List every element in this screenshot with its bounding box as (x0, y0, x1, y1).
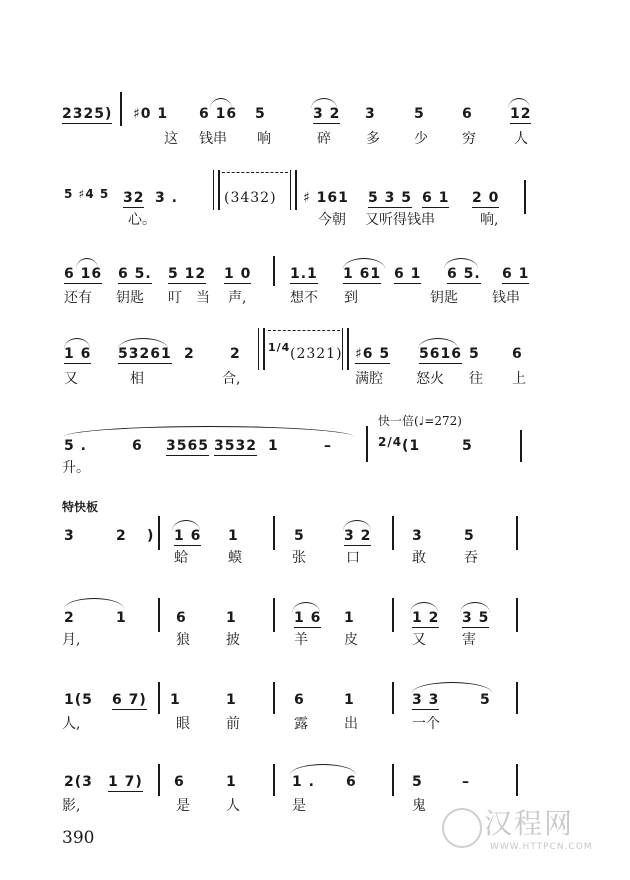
lyric: 升。 (62, 460, 90, 476)
score-system-7 (0, 604, 630, 674)
note-group: 6 1 (422, 190, 450, 206)
lyric: 蟆 (228, 550, 242, 566)
score-system-2 (0, 180, 630, 250)
lyric: 声, (228, 290, 247, 306)
lyric: 合, (222, 371, 241, 387)
time-signature: 1/4 (268, 341, 291, 354)
lyric: 碎 (317, 131, 331, 147)
lyric: 满腔 (355, 371, 383, 387)
lyric: 这 (164, 131, 178, 147)
note-group: (2321) (290, 346, 343, 362)
note-group: 3 2 (344, 528, 372, 544)
note-group: 5 (412, 774, 423, 790)
watermark-url: WWW.HTTPCN.COM (490, 842, 593, 852)
note-group: 32 (123, 190, 145, 206)
note-group: 6 (174, 774, 185, 790)
barline (516, 764, 518, 796)
note-group: 5 (464, 528, 475, 544)
lyric: 月, (62, 632, 81, 648)
lyric: 敢 (412, 550, 426, 566)
barline (273, 598, 275, 632)
note-group: 6 (176, 610, 187, 626)
lyric: 叮 (168, 290, 182, 306)
note-group: 1 6 (64, 346, 92, 362)
note-group: 6 (512, 346, 523, 362)
note-group: 2 (64, 610, 75, 626)
note-group: 6 1 (394, 266, 422, 282)
note-group: 1 . (292, 774, 315, 790)
note-group: 3 (365, 106, 376, 122)
note-group: 1 (226, 610, 237, 626)
score-system-1 (0, 100, 630, 170)
lyric: 蛤 (174, 550, 188, 566)
note-group: 6 (346, 774, 357, 790)
note-group: 3 5 (462, 610, 490, 626)
lyric: 眼 (176, 716, 190, 732)
note-group: ♯6 5 (355, 346, 391, 362)
lyric: 往 (469, 371, 483, 387)
barline (273, 256, 275, 286)
barline (366, 426, 368, 462)
tempo-marking: 快一倍(♩=272) (378, 414, 462, 428)
repeat-start-barline (258, 328, 265, 370)
note-group: 2 0 (472, 190, 500, 206)
note-group: 3 2 (313, 106, 341, 122)
note-group: ) (147, 528, 155, 544)
barline (520, 430, 522, 462)
note-group: 3 . (155, 190, 178, 206)
score-system-6 (0, 522, 630, 592)
lyric: 又 (412, 632, 426, 648)
note-group: (3432) (224, 190, 277, 206)
note-group: 1 7) (108, 774, 143, 790)
score-system-4 (0, 340, 630, 410)
lyric: 响, (480, 212, 499, 228)
lyric: 一个 (412, 716, 440, 732)
lyric: 怒火 (416, 371, 444, 387)
watermark-site-name: 汉程网 (484, 807, 575, 840)
note-group: 5 (480, 692, 491, 708)
note-group: 5 (414, 106, 425, 122)
score-system-8 (0, 688, 630, 758)
note-group: 6 (462, 106, 473, 122)
note-group: 6 7) (112, 692, 147, 708)
time-signature: 2/4 (378, 435, 403, 449)
note-group: 5 ♯4 5 (64, 187, 110, 201)
lyric: 狼 (176, 632, 190, 648)
score-system-3 (0, 260, 630, 330)
lyric: 害 (462, 632, 476, 648)
lyric: 到 (344, 290, 358, 306)
lyric: 人, (62, 716, 81, 732)
barline (392, 598, 394, 632)
note-group: 3532 (214, 438, 257, 454)
lyric: 今朝 (318, 212, 346, 228)
note-group: 1 6 (294, 610, 322, 626)
note-group: 5 12 (168, 266, 207, 282)
note-group: 2 (184, 346, 195, 362)
note-group: – (462, 774, 470, 790)
lyric: 响 (257, 131, 271, 147)
lyric: 钥匙 (116, 290, 144, 306)
lyric: 穷 (462, 131, 476, 147)
barline (516, 598, 518, 632)
lyric: 人 (226, 798, 240, 814)
lyric: 钱串 (492, 290, 520, 306)
lyric: 口 (346, 550, 360, 566)
lyric: 影, (62, 798, 81, 814)
note-group: 1.1 (290, 266, 318, 282)
note-group: 6 5. (118, 266, 152, 282)
lyric: 相 (130, 371, 144, 387)
note-group: 6 5. (447, 266, 481, 282)
lyric: 想不 (290, 290, 318, 306)
note-group: 6 (294, 692, 305, 708)
lyric: 露 (294, 716, 308, 732)
section-heading: 特快板 (62, 500, 99, 514)
lyric: 吞 (464, 550, 478, 566)
note-group: 5 (255, 106, 266, 122)
lyric: 是 (292, 798, 306, 814)
lyric: 心。 (128, 212, 156, 228)
barline (273, 682, 275, 714)
note-group: 6 1 (502, 266, 530, 282)
score-system-5 (0, 432, 630, 502)
repeat-end-barline (290, 170, 297, 210)
note-group: 1 (116, 610, 127, 626)
note-group: 2(3 (64, 774, 93, 790)
page-number: 390 (62, 828, 95, 848)
note-group: 2 (116, 528, 127, 544)
lyric: 皮 (344, 632, 358, 648)
note-group: ♯0 1 (133, 106, 169, 122)
note-group: 6 16 (64, 266, 103, 282)
note-group: 5 (469, 346, 480, 362)
watermark-logo-icon (442, 808, 482, 848)
note-group: 1 (268, 438, 279, 454)
note-group: 2325) (62, 106, 113, 122)
barline (273, 764, 275, 796)
note-group: 1 61 (343, 266, 382, 282)
barline (516, 516, 518, 550)
barline (120, 92, 122, 126)
note-group: – (324, 438, 332, 454)
watermark (440, 802, 620, 862)
note-group: 5616 (419, 346, 462, 362)
note-group: 1(5 (64, 692, 93, 708)
note-group: (1 (402, 438, 421, 454)
lyric: 钥匙 (430, 290, 458, 306)
note-group: 1 (344, 692, 355, 708)
lyric: 披 (226, 632, 240, 648)
lyric: 多 (366, 131, 380, 147)
lyric: 又听得钱串 (365, 212, 435, 228)
barline (158, 516, 160, 550)
barline (524, 180, 526, 214)
note-group: 3 (412, 528, 423, 544)
repeat-start-barline (213, 170, 220, 210)
lyric: 羊 (294, 632, 308, 648)
lyric: 是 (176, 798, 190, 814)
note-group: 1 0 (224, 266, 252, 282)
barline (392, 682, 394, 714)
lyric: 鬼 (412, 798, 426, 814)
note-group: 3565 (166, 438, 209, 454)
note-group: 5 3 5 (368, 190, 412, 206)
repeat-bracket (268, 330, 340, 331)
note-group: 1 (226, 692, 237, 708)
lyric: 出 (344, 716, 358, 732)
barline (158, 598, 160, 632)
note-group: 3 (64, 528, 75, 544)
lyric: 钱串 (199, 131, 227, 147)
note-group: 12 (510, 106, 532, 122)
slur (64, 426, 354, 437)
lyric: 上 (512, 371, 526, 387)
lyric: 少 (414, 131, 428, 147)
barline (392, 764, 394, 796)
note-group: 53261 (118, 346, 172, 362)
barline (392, 516, 394, 550)
note-group: 6 16 (199, 106, 238, 122)
note-group: 5 (294, 528, 305, 544)
note-group: 5 (462, 438, 473, 454)
note-group: 5 . (64, 438, 87, 454)
repeat-bracket (222, 172, 288, 173)
note-group: 1 (170, 692, 181, 708)
barline (158, 682, 160, 714)
note-group: 1 6 (174, 528, 202, 544)
note-group: 1 (228, 528, 239, 544)
lyric: 还有 (64, 290, 92, 306)
lyric: 又 (64, 371, 78, 387)
note-group: 3 3 (412, 692, 440, 708)
note-group: 1 (344, 610, 355, 626)
lyric: 人 (514, 131, 528, 147)
barline (158, 764, 160, 796)
lyric: 张 (292, 550, 306, 566)
note-group: 2 (230, 346, 241, 362)
barline (516, 682, 518, 714)
slur (64, 598, 124, 609)
lyric: 当 (196, 290, 210, 306)
barline (273, 516, 275, 550)
lyric: 前 (226, 716, 240, 732)
note-group: 6 (132, 438, 143, 454)
note-group: ♯ 161 (303, 190, 349, 206)
note-group: 1 (226, 774, 237, 790)
note-group: 1 2 (412, 610, 440, 626)
repeat-end-barline (342, 328, 349, 370)
